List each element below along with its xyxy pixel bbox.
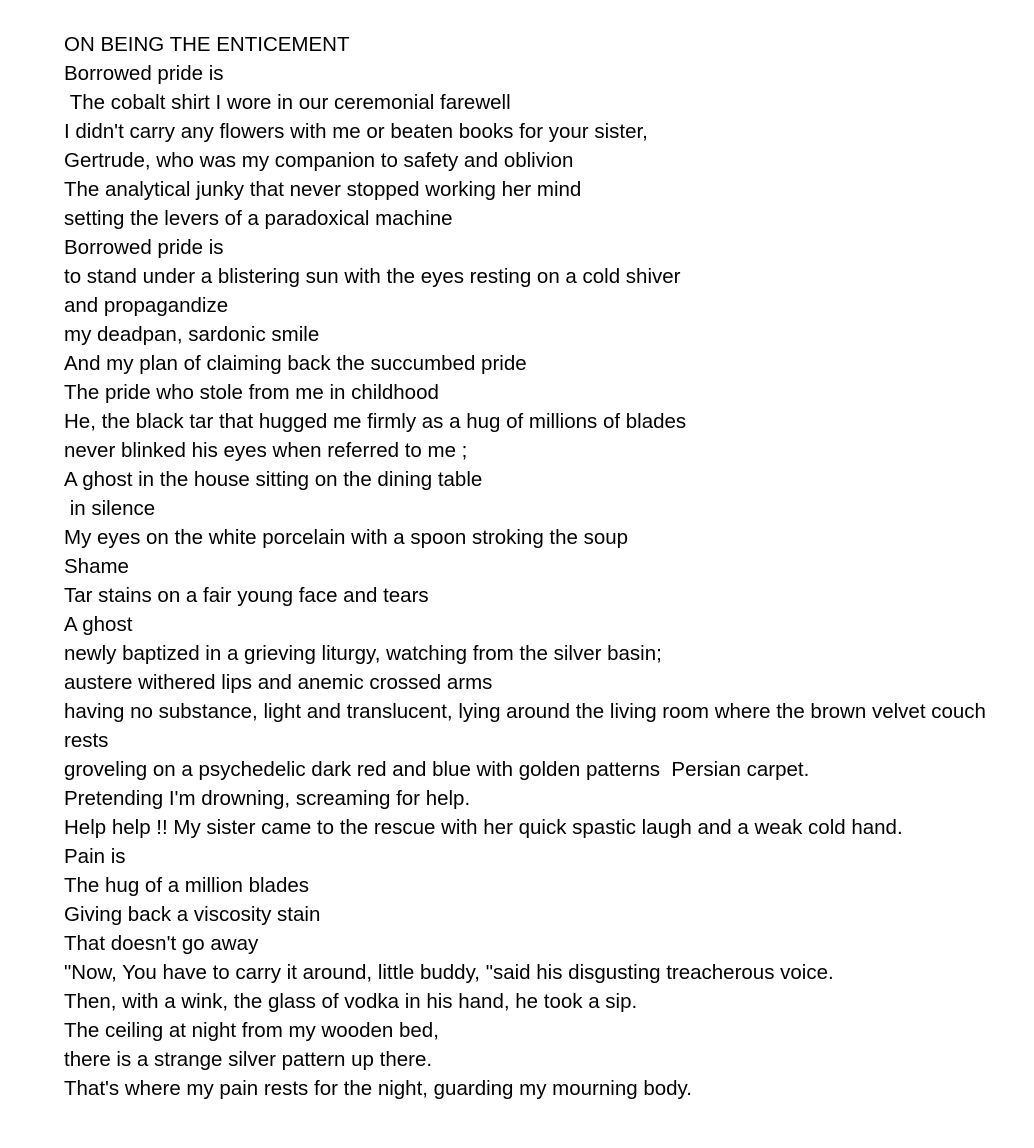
text-line: setting the levers of a paradoxical machine bbox=[64, 207, 453, 230]
text-line: The cobalt shirt I wore in our ceremonial farewell bbox=[64, 91, 511, 114]
text-line: to stand under a blistering sun with the eyes resting on a cold shiver bbox=[64, 265, 681, 288]
text-line: having no substance, light and translucent, lying around the living room where the brown velvet couch rests bbox=[64, 700, 992, 752]
document-body bbox=[64, 30, 1024, 1103]
text-line: groveling on a psychedelic dark red and blue with golden patterns Persian carpet. bbox=[64, 758, 810, 781]
text-line: Pretending I'm drowning, screaming for help. bbox=[64, 787, 471, 810]
text-line: and propagandize bbox=[64, 294, 229, 317]
text-line: I didn't carry any flowers with me or beaten books for your sister, bbox=[64, 120, 648, 143]
text-line: The analytical junky that never stopped working her mind bbox=[64, 178, 582, 201]
text-line: Gertrude, who was my companion to safety and oblivion bbox=[64, 149, 574, 172]
text-line: Then, with a wink, the glass of vodka in his hand, he took a sip. bbox=[64, 990, 638, 1013]
text-line: austere withered lips and anemic crossed arms bbox=[64, 671, 493, 694]
text-line: And my plan of claiming back the succumbed pride bbox=[64, 352, 527, 375]
text-line: in silence bbox=[64, 497, 156, 520]
text-line: Help help !! My sister came to the rescue with her quick spastic laugh and a weak cold hand. bbox=[64, 816, 903, 839]
text-line: newly baptized in a grieving liturgy, watching from the silver basin; bbox=[64, 642, 662, 665]
text-line: Giving back a viscosity stain bbox=[64, 903, 321, 926]
text-line: Tar stains on a fair young face and tears bbox=[64, 584, 429, 607]
text-line: there is a strange silver pattern up there. bbox=[64, 1048, 433, 1071]
text-line: "Now, You have to carry it around, little buddy, "said his disgusting treacherous voice. bbox=[64, 961, 834, 984]
text-line: He, the black tar that hugged me firmly as a hug of millions of blades bbox=[64, 410, 687, 433]
text-line: Shame bbox=[64, 555, 129, 578]
text-line: The ceiling at night from my wooden bed, bbox=[64, 1019, 439, 1042]
text-line: The hug of a million blades bbox=[64, 874, 310, 897]
text-line: A ghost bbox=[64, 613, 133, 636]
text-line: That's where my pain rests for the night, guarding my mourning body. bbox=[64, 1077, 692, 1100]
text-line: My eyes on the white porcelain with a spoon stroking the soup bbox=[64, 526, 629, 549]
document-title: ON BEING THE ENTICEMENT bbox=[64, 33, 350, 56]
text-line: That doesn't go away bbox=[64, 932, 259, 955]
text-line: Borrowed pride is bbox=[64, 236, 224, 259]
text-line: my deadpan, sardonic smile bbox=[64, 323, 320, 346]
text-line: Pain is bbox=[64, 845, 126, 868]
text-line: The pride who stole from me in childhood bbox=[64, 381, 439, 404]
text-line: A ghost in the house sitting on the dining table bbox=[64, 468, 483, 491]
text-line: never blinked his eyes when referred to me ; bbox=[64, 439, 468, 462]
text-line: Borrowed pride is bbox=[64, 62, 224, 85]
